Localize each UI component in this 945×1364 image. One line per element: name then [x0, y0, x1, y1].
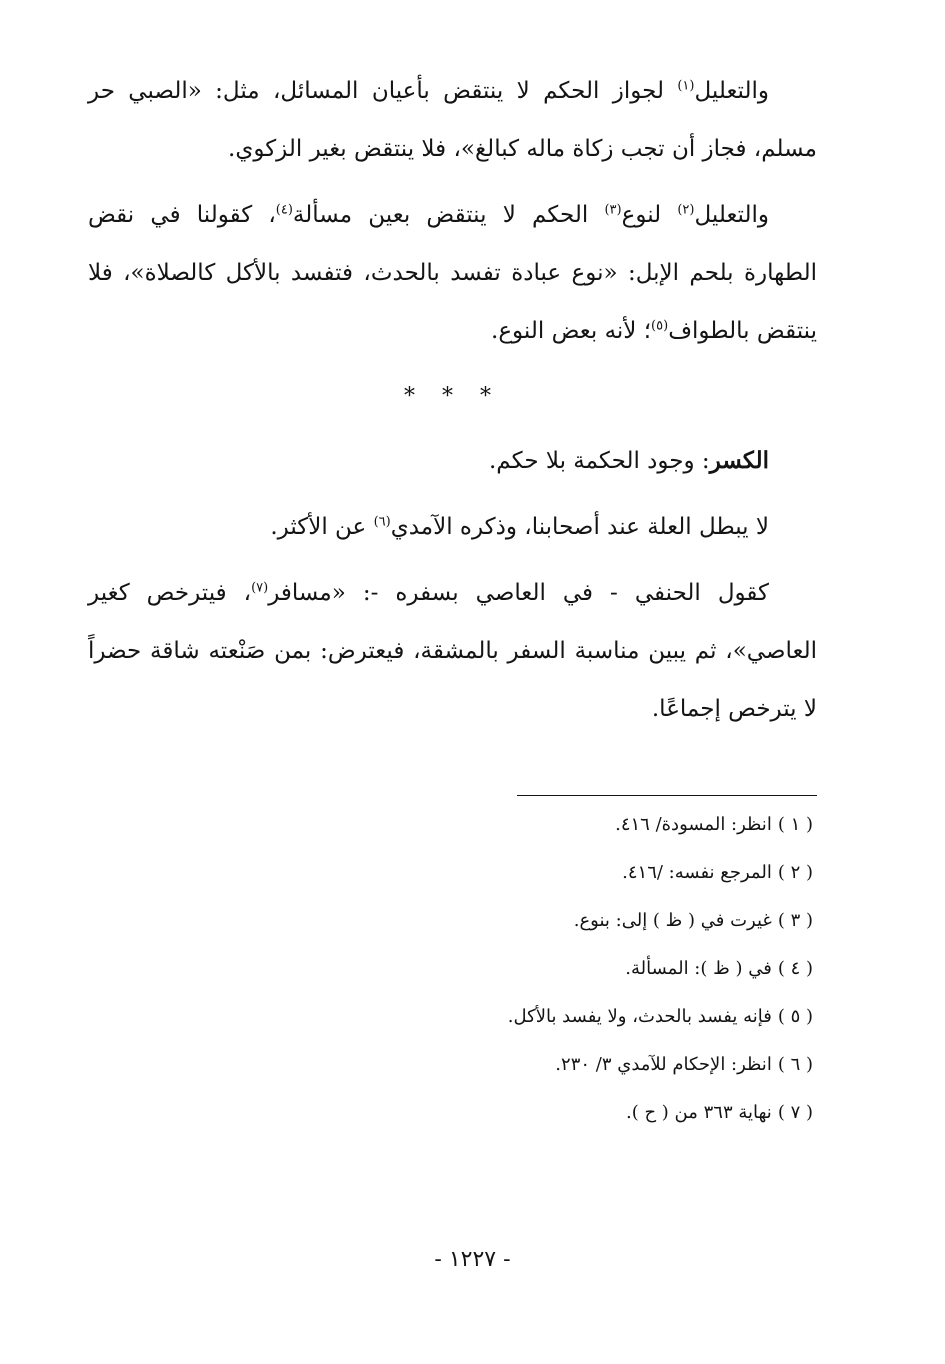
- paragraph-group-1: [88, 62, 817, 360]
- footnote-item: [213, 856, 813, 904]
- definition-text: : وجود الحكمة بلا حكم.: [489, 448, 710, 474]
- footnotes-list: [213, 808, 813, 1144]
- paragraph: [88, 186, 817, 360]
- footnote-marker[interactable]: (٢): [677, 202, 695, 218]
- paragraph: [88, 564, 817, 738]
- footnote-text: غيرت في ( ظ ) إلى: بنوع.: [573, 910, 772, 931]
- paragraph: [88, 498, 817, 556]
- text-segment: والتعليل: [694, 78, 769, 104]
- footnote-item: [213, 1048, 813, 1096]
- footnote-marker[interactable]: (٣): [604, 202, 622, 218]
- footnote-marker[interactable]: (٦): [373, 514, 391, 530]
- footnote-marker[interactable]: (٧): [251, 580, 269, 596]
- page-number: - ١٢٢٧ -: [434, 1247, 511, 1272]
- footnote-text: انظر: المسودة/ ٤١٦.: [615, 814, 772, 835]
- footnote-item: [213, 1096, 813, 1144]
- footnote-item: [213, 808, 813, 856]
- footnote-number: ( ٢ ): [777, 862, 813, 883]
- footnote-marker[interactable]: (٤): [275, 202, 293, 218]
- footnote-item: [213, 904, 813, 952]
- footnote-marker[interactable]: (٥): [651, 318, 669, 334]
- footnote-number: ( ٥ ): [777, 1006, 813, 1027]
- paragraph-group-2: [88, 498, 817, 738]
- main-text: [88, 62, 817, 746]
- footnote-number: ( ٦ ): [777, 1054, 813, 1075]
- definition-paragraph: [88, 432, 817, 490]
- text-segment: والتعليل: [694, 202, 769, 228]
- footnote-text: المرجع نفسه: /٤١٦.: [622, 862, 772, 883]
- footnote-item: [213, 952, 813, 1000]
- text-segment: ؛ لأنه بعض النوع.: [491, 318, 652, 344]
- text-segment: الحكم لا ينتقض بعين مسألة: [292, 202, 605, 228]
- text-segment: ، فيترخص كغير العاصي»، ثم يبين مناسبة السفر بالمشقة، فيعترض: بمن صَنْعته شاقة حضراً لا يترخص إجماعًا.: [88, 580, 817, 722]
- footnote-text: انظر: الإحكام للآمدي ٣/ ٢٣٠.: [555, 1054, 772, 1075]
- text-segment: عن الأكثر.: [270, 514, 374, 540]
- text-segment: كقول الحنفي - في العاصي بسفره -: «مسافر: [268, 580, 769, 606]
- footnote-text: فإنه يفسد بالحدث، ولا يفسد بالأكل.: [507, 1006, 772, 1027]
- footnote-marker[interactable]: (١): [677, 78, 695, 94]
- footnote-number: ( ٧ ): [777, 1102, 813, 1123]
- text-segment: لنوع: [621, 202, 678, 228]
- footnote-text: نهاية ٣٦٣ من ( ح ).: [626, 1102, 772, 1123]
- defined-term: الكسر: [709, 447, 769, 474]
- text-segment: لا يبطل العلة عند أصحابنا، وذكره الآمدي: [390, 514, 769, 540]
- footnote-item: [213, 1000, 813, 1048]
- footnote-text: في ( ظ ): المسألة.: [625, 958, 772, 979]
- text-segment: لجواز الحكم لا ينتقض بأعيان المسائل، مثل: «الصبي حر مسلم، فجاز أن تجب زكاة ماله كبالغ»، فلا ينتقض بغير الزكوي.: [88, 78, 817, 162]
- text-segment: ، كقولنا في نقض الطهارة بلحم الإبل: «نوع عبادة تفسد بالحدث، فتفسد بالأكل كالصلاة»، فلا ينتقض بالطواف: [88, 202, 817, 344]
- footnote-number: ( ٤ ): [777, 958, 813, 979]
- footnote-number: ( ١ ): [777, 814, 813, 835]
- section-separator: * * *: [404, 384, 501, 409]
- footnote-number: ( ٣ ): [777, 910, 813, 931]
- footnote-divider: [517, 795, 817, 796]
- paragraph: [88, 62, 817, 178]
